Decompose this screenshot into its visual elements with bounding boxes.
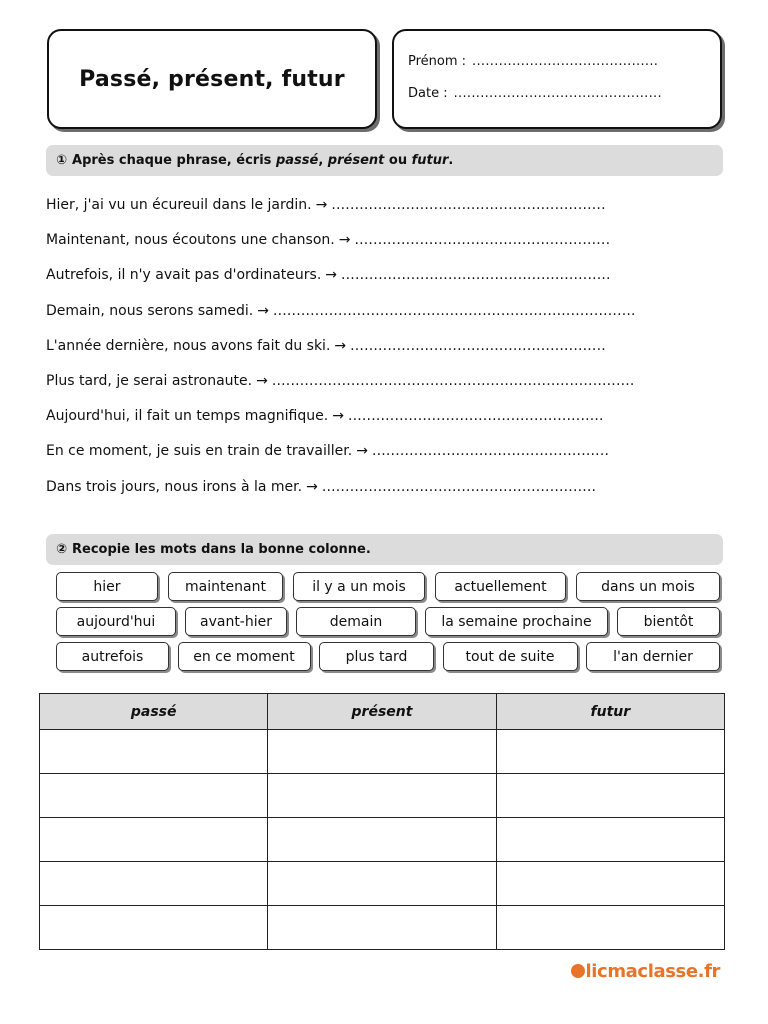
word-chip[interactable]: hier — [56, 572, 158, 601]
word-chip[interactable]: demain — [296, 607, 416, 636]
table-cell[interactable] — [40, 906, 268, 950]
word-chip[interactable]: plus tard — [319, 642, 434, 671]
word-chip[interactable]: avant-hier — [185, 607, 287, 636]
page-title: Passé, présent, futur — [79, 66, 345, 92]
table-cell[interactable] — [268, 906, 496, 950]
title-box — [47, 29, 377, 129]
answer-line[interactable]: .............................................................................. — [271, 372, 635, 389]
sentence-7[interactable]: Aujourd'hui, il fait un temps magnifique. → ....................................................... — [46, 408, 604, 425]
table-cell[interactable] — [496, 818, 724, 862]
date-label: Date : — [408, 86, 448, 101]
sentence-4[interactable]: Demain, nous serons samedi. → .............................................................................. — [46, 302, 636, 319]
word-chip[interactable]: maintenant — [168, 572, 283, 601]
table-cell[interactable] — [40, 730, 268, 774]
word-chip[interactable]: l'an dernier — [586, 642, 720, 671]
table-cell[interactable] — [268, 818, 496, 862]
table-cell[interactable] — [40, 862, 268, 906]
answer-line[interactable]: ........................................................... — [331, 197, 606, 213]
word-chip[interactable]: actuellement — [435, 572, 566, 601]
word-chip[interactable]: bientôt — [617, 607, 720, 636]
word-chip[interactable]: autrefois — [56, 642, 169, 671]
arrow-icon: → — [334, 337, 347, 354]
table-cell[interactable] — [40, 818, 268, 862]
answer-line[interactable]: .............................................................................. — [272, 302, 636, 319]
sentence-1[interactable]: Hier, j'ai vu un écureuil dans le jardin. → ........................................................... — [46, 197, 606, 213]
table-cell[interactable] — [268, 730, 496, 774]
table-cell[interactable] — [496, 774, 724, 818]
arrow-icon: → — [306, 478, 318, 495]
table-row — [40, 862, 725, 906]
sentence-2[interactable]: Maintenant, nous écoutons une chanson. → ....................................................... — [46, 232, 611, 249]
arrow-icon: → — [338, 232, 351, 249]
name-date-box — [392, 29, 722, 129]
answer-line[interactable]: ....................................................... — [350, 337, 606, 354]
table-cell[interactable] — [496, 906, 724, 950]
sentence-5[interactable]: L'année dernière, nous avons fait du ski. → ....................................................... — [46, 337, 606, 354]
date-dots: ............................................... — [453, 86, 662, 101]
answer-line[interactable]: .......................................................... — [341, 267, 611, 284]
column-header-passe: passé — [40, 694, 268, 730]
table-row — [40, 818, 725, 862]
word-chip[interactable]: en ce moment — [178, 642, 311, 671]
table-cell[interactable] — [268, 862, 496, 906]
word-bank — [56, 572, 720, 677]
prenom-field[interactable] — [408, 54, 720, 69]
arrow-icon: → — [257, 302, 269, 319]
sentence-6[interactable]: Plus tard, je serai astronaute. → .............................................................................. — [46, 372, 635, 389]
prenom-dots: .......................................... — [472, 54, 659, 69]
answer-line[interactable]: ................................................... — [371, 443, 610, 460]
answer-line[interactable]: ....................................................... — [347, 408, 604, 425]
exercise1-number: ① — [56, 153, 68, 168]
exercise1-instruction — [46, 145, 723, 176]
table-cell[interactable] — [496, 862, 724, 906]
column-header-present: présent — [268, 694, 496, 730]
logo-c-icon — [571, 964, 585, 978]
column-header-futur: futur — [496, 694, 724, 730]
prenom-label: Prénom : — [408, 54, 467, 69]
table-row — [40, 774, 725, 818]
word-chip[interactable]: aujourd'hui — [56, 607, 176, 636]
word-row-2 — [56, 607, 720, 636]
word-chip[interactable]: la semaine prochaine — [425, 607, 608, 636]
arrow-icon: → — [325, 267, 337, 284]
table-cell[interactable] — [496, 730, 724, 774]
arrow-icon: → — [315, 197, 328, 213]
sentence-8[interactable]: En ce moment, je suis en train de travailler. → ................................................... — [46, 443, 610, 460]
sentence-3[interactable]: Autrefois, il n'y avait pas d'ordinateurs. → .......................................................... — [46, 267, 611, 284]
arrow-icon: → — [356, 443, 368, 460]
table-cell[interactable] — [268, 774, 496, 818]
word-chip[interactable]: dans un mois — [576, 572, 720, 601]
site-logo — [571, 961, 720, 982]
word-chip[interactable]: il y a un mois — [293, 572, 425, 601]
arrow-icon: → — [332, 408, 344, 425]
sentence-list — [46, 197, 706, 514]
table-cell[interactable] — [40, 774, 268, 818]
answer-table — [39, 693, 725, 950]
word-row-3 — [56, 642, 720, 671]
exercise2-number: ② — [56, 542, 68, 557]
answer-line[interactable]: ....................................................... — [354, 232, 611, 249]
exercise1-text: Après chaque phrase, écris passé, présent ou futur. — [72, 153, 454, 168]
answer-line[interactable]: ........................................................... — [321, 478, 597, 495]
word-chip[interactable]: tout de suite — [443, 642, 578, 671]
date-field[interactable] — [408, 86, 720, 101]
exercise2-instruction — [46, 534, 723, 565]
table-header-row — [40, 694, 725, 730]
exercise2-text: Recopie les mots dans la bonne colonne. — [72, 542, 371, 557]
logo-text: licmaclasse.fr — [585, 961, 720, 982]
word-row-1 — [56, 572, 720, 601]
arrow-icon: → — [256, 372, 268, 389]
table-row — [40, 906, 725, 950]
sentence-9[interactable]: Dans trois jours, nous irons à la mer. → ........................................................... — [46, 478, 597, 495]
table-row — [40, 730, 725, 774]
